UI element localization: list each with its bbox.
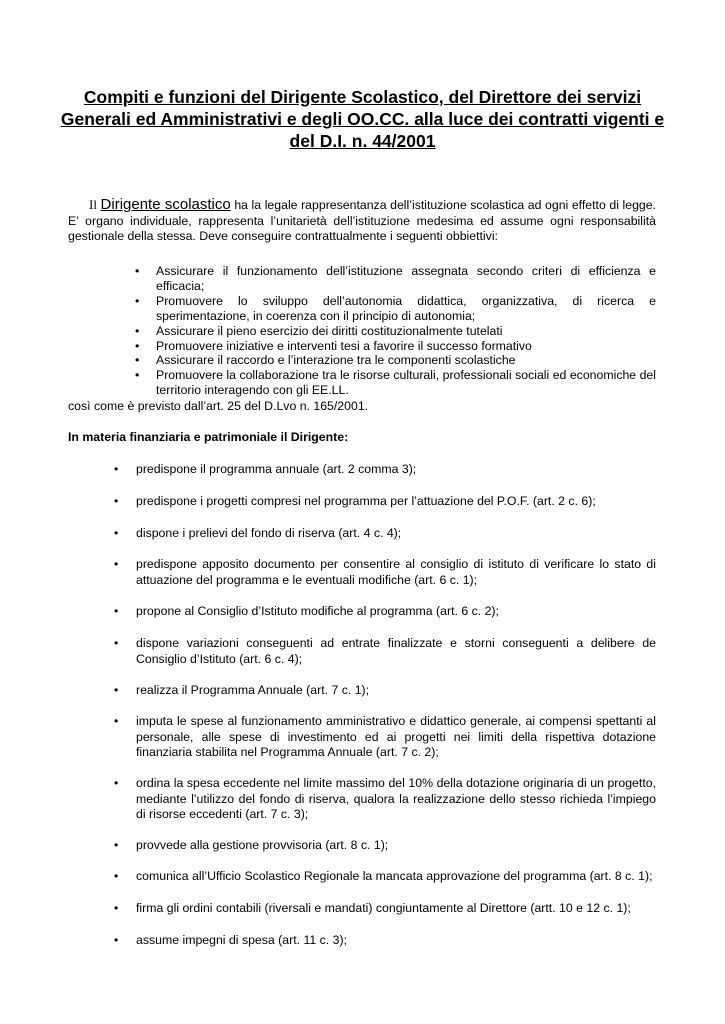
intro-lead: Il xyxy=(89,197,97,212)
list-item: realizza il Programma Annuale (art. 7 c. 1); xyxy=(136,683,370,697)
list-item: predispone il programma annuale (art. 2 comma 3); xyxy=(136,462,417,476)
bullet-icon: • xyxy=(114,901,119,915)
list-item: • Assicurare il funzionamento dell’istituzione assegnata secondo criteri di efficienza e efficacia; xyxy=(156,264,656,294)
bullet-icon: • xyxy=(114,636,119,650)
bullet-icon: • xyxy=(114,933,119,947)
bullet-icon: • xyxy=(114,604,119,618)
bullet-icon: • xyxy=(114,838,119,852)
list-item: • Promuovere la collaborazione tra le risorse culturali, professionali sociali ed economiche del territorio interagendo con gli EE.LL. xyxy=(156,368,656,398)
intro-keyword: Dirigente scolastico xyxy=(100,196,231,213)
list-item: • Promuovere lo sviluppo dell’autonomia didattica, organizzativa, di ricerca e sperimentazione, in coerenza con il principio di autonomia; xyxy=(156,294,656,324)
list-item: dispone variazioni conseguenti ad entrate finalizzate e storni conseguenti a delibere de Consiglio d’Istituto (art. 6 c. 4); xyxy=(136,636,656,666)
list-item: • Promuovere iniziative e interventi tesi a favorire il successo formativo xyxy=(156,339,656,354)
list-item: predispone apposito documento per consentire al consiglio di istituto di verificare lo stato di attuazione del programma e le eventuali modifiche (art. 6 c. 1); xyxy=(136,557,656,587)
objectives-list xyxy=(156,264,656,398)
reference-paragraph: così come è previsto dall’art. 25 del D.Lvo n. 165/2001. xyxy=(68,399,369,413)
list-item: provvede alla gestione provvisoria (art. 8 c. 1); xyxy=(136,838,389,852)
bullet-icon: • xyxy=(114,683,119,697)
list-item: • Assicurare il pieno esercizio dei diritti costituzionalmente tutelati xyxy=(156,324,656,339)
list-item: • Assicurare il raccordo e l’interazione tra le componenti scolastiche xyxy=(156,353,656,368)
list-item: ordina la spesa eccedente nel limite massimo del 10% della dotazione originaria di un progetto, mediante l’utilizzo del fondo di riserva, qualora la realizzazione dello stesso richieda l’impiego di risorse eccedenti (art. 7 c. 3); xyxy=(136,776,656,821)
bullet-icon: • xyxy=(114,776,119,790)
section-heading: In materia finanziaria e patrimoniale il Dirigente: xyxy=(68,430,349,444)
bullet-icon: • xyxy=(114,869,119,883)
list-item: imputa le spese al funzionamento amministrativo e didattico generale, ai compensi spettanti al personale, alle spese di investimento ed ai progetti nei limiti della rispettiva dotazione finanziaria stabilita nel Programma Annuale (art. 7 c. 2); xyxy=(136,714,656,759)
intro-paragraph xyxy=(68,197,656,245)
bullet-icon: • xyxy=(114,526,119,540)
list-item: propone al Consiglio d’Istituto modifiche al programma (art. 6 c. 2); xyxy=(136,604,499,618)
list-item: comunica all’Ufficio Scolastico Regionale la mancata approvazione del programma (art. 8 c. 1); xyxy=(136,869,653,883)
bullet-icon: • xyxy=(114,557,119,571)
bullet-icon: • xyxy=(114,494,119,508)
list-item: dispone i prelievi del fondo di riserva (art. 4 c. 4); xyxy=(136,526,402,540)
bullet-icon: • xyxy=(114,462,119,476)
intro-text: ha la legale rappresentanza dell’istituzione scolastica ad ogni effetto di legge. E’ organo individuale, rappresenta l’unitarietà dell’istituzione medesima ed assume ogni responsabilità gestionale della stessa. Deve conseguire contrattualmente i seguenti obbiettivi: xyxy=(68,198,657,243)
list-item: assume impegni di spesa (art. 11 c. 3); xyxy=(136,933,347,947)
list-item: predispone i progetti compresi nel programma per l’attuazione del P.O.F. (art. 2 c. 6); xyxy=(136,494,596,508)
bullet-icon: • xyxy=(114,714,119,728)
document-title: Compiti e funzioni del Dirigente Scolastico, del Direttore dei servizi Generali ed Amministrativi e degli OO.CC. alla luce dei contratti vigenti e del D.I. n. 44/2001 xyxy=(60,87,665,151)
list-item: firma gli ordini contabili (riversali e mandati) congiuntamente al Direttore (artt. 10 e 12 c. 1); xyxy=(136,901,631,915)
